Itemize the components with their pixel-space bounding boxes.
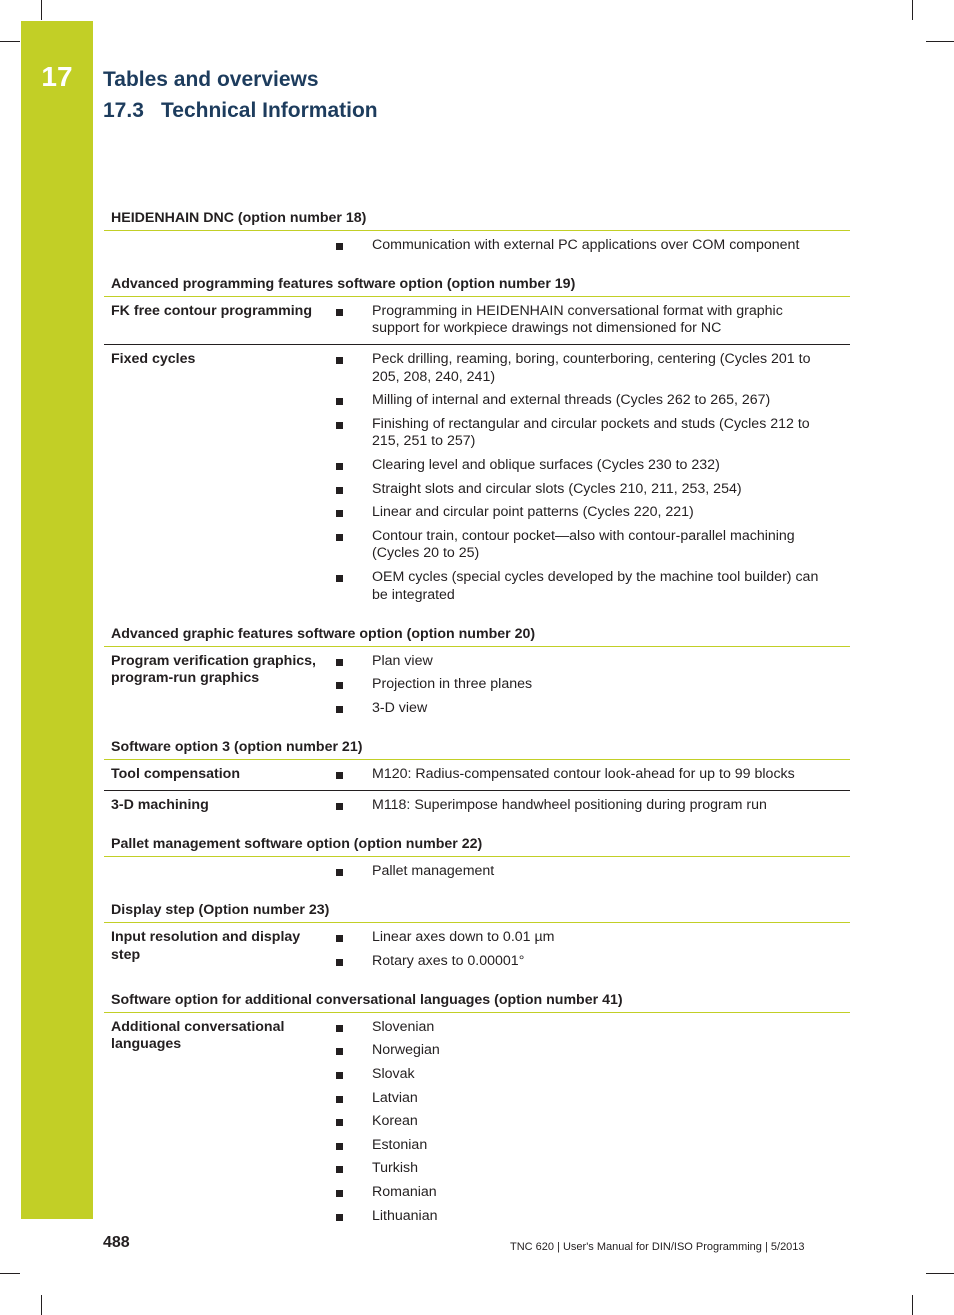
- list-item: [327, 566, 850, 607]
- list-item: [327, 763, 850, 787]
- feature-list: [327, 300, 850, 341]
- list-item-text: Straight slots and circular slots (Cycles 210, 211, 253, 254): [372, 480, 742, 497]
- list-item-text: Estonian: [372, 1136, 428, 1153]
- row-label: FK free contour programming: [111, 302, 313, 319]
- list-item: [327, 1157, 850, 1181]
- options-table: [104, 206, 850, 1231]
- feature-list: [327, 1016, 850, 1228]
- list-item-text: Turkish: [372, 1160, 418, 1177]
- section-gap: [104, 610, 850, 622]
- crop-mark: [912, 0, 913, 20]
- square-bullet-icon: [327, 1137, 372, 1155]
- square-bullet-icon: [327, 1090, 372, 1108]
- square-bullet-icon: [327, 528, 372, 563]
- crop-mark: [0, 41, 20, 42]
- table-row: [104, 857, 850, 887]
- list-item-text: Linear and circular point patterns (Cycles 220, 221): [372, 504, 694, 521]
- list-item: [327, 501, 850, 525]
- list-item-text: Lithuanian: [372, 1207, 438, 1224]
- list-item: [327, 1110, 850, 1134]
- list-item-text: Rotary axes to 0.00001°: [372, 952, 525, 969]
- square-bullet-icon: [327, 929, 372, 947]
- table-row: [104, 647, 850, 724]
- list-item-text: Linear axes down to 0.01 µm: [372, 929, 555, 946]
- list-item-text: M120: Radius-compensated contour look-ahead for up to 99 blocks: [372, 766, 795, 783]
- list-item: [327, 234, 850, 258]
- feature-list: [327, 860, 850, 884]
- list-item: [327, 860, 850, 884]
- list-item-text: Contour train, contour pocket—also with contour-parallel machining (Cycles 20 to 25): [372, 527, 795, 562]
- chapter-number: 17: [41, 61, 73, 92]
- square-bullet-icon: [327, 1019, 372, 1037]
- square-bullet-icon: [327, 953, 372, 971]
- list-item-text: Communication with external PC applications over COM component: [372, 236, 800, 253]
- option-heading: Pallet management software option (option number 22): [104, 832, 850, 857]
- feature-list: [327, 926, 850, 973]
- row-label: Fixed cycles: [111, 350, 196, 367]
- list-item-text: Pallet management: [372, 862, 495, 879]
- list-item: [327, 650, 850, 674]
- list-item: [327, 1016, 850, 1040]
- list-item-text: Norwegian: [372, 1042, 440, 1059]
- section-title: [103, 97, 378, 125]
- list-item: [327, 1063, 850, 1087]
- table-row: [104, 1013, 850, 1231]
- square-bullet-icon: [327, 1208, 372, 1226]
- row-label: Additional conversational languages: [111, 1018, 285, 1053]
- crop-mark: [912, 1295, 913, 1315]
- square-bullet-icon: [327, 1042, 372, 1060]
- list-item: [327, 926, 850, 950]
- square-bullet-icon: [327, 676, 372, 694]
- page-number: 488: [103, 1234, 130, 1251]
- square-bullet-icon: [327, 700, 372, 718]
- list-item: [327, 794, 850, 818]
- chapter-title: Tables and overviews: [103, 68, 319, 91]
- list-item-text: Finishing of rectangular and circular pockets and studs (Cycles 212 to 215, 251 to 257): [372, 415, 810, 450]
- crop-mark: [0, 1273, 20, 1274]
- square-bullet-icon: [327, 303, 372, 338]
- table-row: [104, 345, 850, 610]
- list-item-text: Clearing level and oblique surfaces (Cycles 230 to 232): [372, 456, 720, 473]
- list-item-text: Programming in HEIDENHAIN conversational format with graphic support for workpiece drawings not dimensioned for NC: [372, 302, 783, 337]
- list-item-text: M118: Superimpose handwheel positioning during program run: [372, 796, 767, 813]
- list-item-text: Plan view: [372, 652, 433, 669]
- option-heading: Advanced graphic features software option (option number 20): [104, 622, 850, 647]
- square-bullet-icon: [327, 766, 372, 784]
- feature-list: [327, 794, 850, 818]
- list-item-text: Peck drilling, reaming, boring, counterboring, centering (Cycles 201 to 205, 208, 240, 241): [372, 350, 811, 385]
- section-gap: [104, 886, 850, 898]
- list-item-text: Latvian: [372, 1089, 418, 1106]
- square-bullet-icon: [327, 392, 372, 410]
- row-label: 3-D machining: [111, 796, 209, 813]
- square-bullet-icon: [327, 569, 372, 604]
- square-bullet-icon: [327, 1160, 372, 1178]
- square-bullet-icon: [327, 1184, 372, 1202]
- row-label: [104, 860, 327, 863]
- table-row: [104, 231, 850, 261]
- list-item: [327, 525, 850, 566]
- chapter-band: [21, 21, 93, 1219]
- list-item-text: 3-D view: [372, 699, 428, 716]
- option-heading: Software option for additional conversational languages (option number 41): [104, 988, 850, 1013]
- square-bullet-icon: [327, 504, 372, 522]
- row-label: Tool compensation: [111, 766, 241, 783]
- crop-mark: [926, 41, 954, 42]
- option-heading: HEIDENHAIN DNC (option number 18): [104, 206, 850, 231]
- feature-list: [327, 348, 850, 607]
- list-item: [327, 300, 850, 341]
- list-item: [327, 413, 850, 454]
- section-gap: [104, 723, 850, 735]
- list-item: [327, 478, 850, 502]
- option-heading: Display step (Option number 23): [104, 898, 850, 923]
- section-number: 17.3: [103, 99, 144, 122]
- square-bullet-icon: [327, 416, 372, 451]
- row-label: Program verification graphics, program-run graphics: [111, 652, 316, 687]
- section-gap: [104, 260, 850, 272]
- crop-mark: [41, 1295, 42, 1315]
- row-label: [104, 234, 327, 237]
- list-item: [327, 389, 850, 413]
- feature-list: [327, 234, 850, 258]
- list-item-text: Romanian: [372, 1183, 437, 1200]
- list-item: [327, 950, 850, 974]
- square-bullet-icon: [327, 481, 372, 499]
- list-item: [327, 697, 850, 721]
- square-bullet-icon: [327, 1066, 372, 1084]
- option-heading: Advanced programming features software option (option number 19): [104, 272, 850, 297]
- list-item: [327, 1181, 850, 1205]
- list-item-text: OEM cycles (special cycles developed by the machine tool builder) can be integrated: [372, 568, 819, 603]
- square-bullet-icon: [327, 351, 372, 386]
- square-bullet-icon: [327, 1113, 372, 1131]
- square-bullet-icon: [327, 797, 372, 815]
- list-item: [327, 1087, 850, 1111]
- table-row: [104, 791, 850, 821]
- list-item: [327, 673, 850, 697]
- list-item: [327, 1039, 850, 1063]
- square-bullet-icon: [327, 863, 372, 881]
- square-bullet-icon: [327, 653, 372, 671]
- list-item-text: Slovenian: [372, 1018, 435, 1035]
- list-item-text: Projection in three planes: [372, 676, 533, 693]
- table-row: [104, 297, 850, 345]
- list-item-text: Korean: [372, 1113, 418, 1130]
- list-item: [327, 1205, 850, 1229]
- option-heading: Software option 3 (option number 21): [104, 735, 850, 760]
- section-gap: [104, 820, 850, 832]
- row-label: Input resolution and display step: [111, 929, 301, 963]
- table-row: [104, 923, 850, 976]
- square-bullet-icon: [327, 457, 372, 475]
- feature-list: [327, 650, 850, 721]
- footer-text: TNC 620 | User's Manual for DIN/ISO Programming | 5/2013: [510, 1241, 805, 1253]
- list-item-text: Milling of internal and external threads (Cycles 262 to 265, 267): [372, 392, 771, 409]
- crop-mark: [41, 0, 42, 20]
- table-row: [104, 760, 850, 791]
- feature-list: [327, 763, 850, 787]
- list-item: [327, 454, 850, 478]
- square-bullet-icon: [327, 237, 372, 255]
- list-item-text: Slovak: [372, 1066, 415, 1082]
- list-item: [327, 348, 850, 389]
- section-title-text: Technical Information: [161, 99, 378, 122]
- crop-mark: [926, 1273, 954, 1274]
- list-item: [327, 1134, 850, 1158]
- section-gap: [104, 976, 850, 988]
